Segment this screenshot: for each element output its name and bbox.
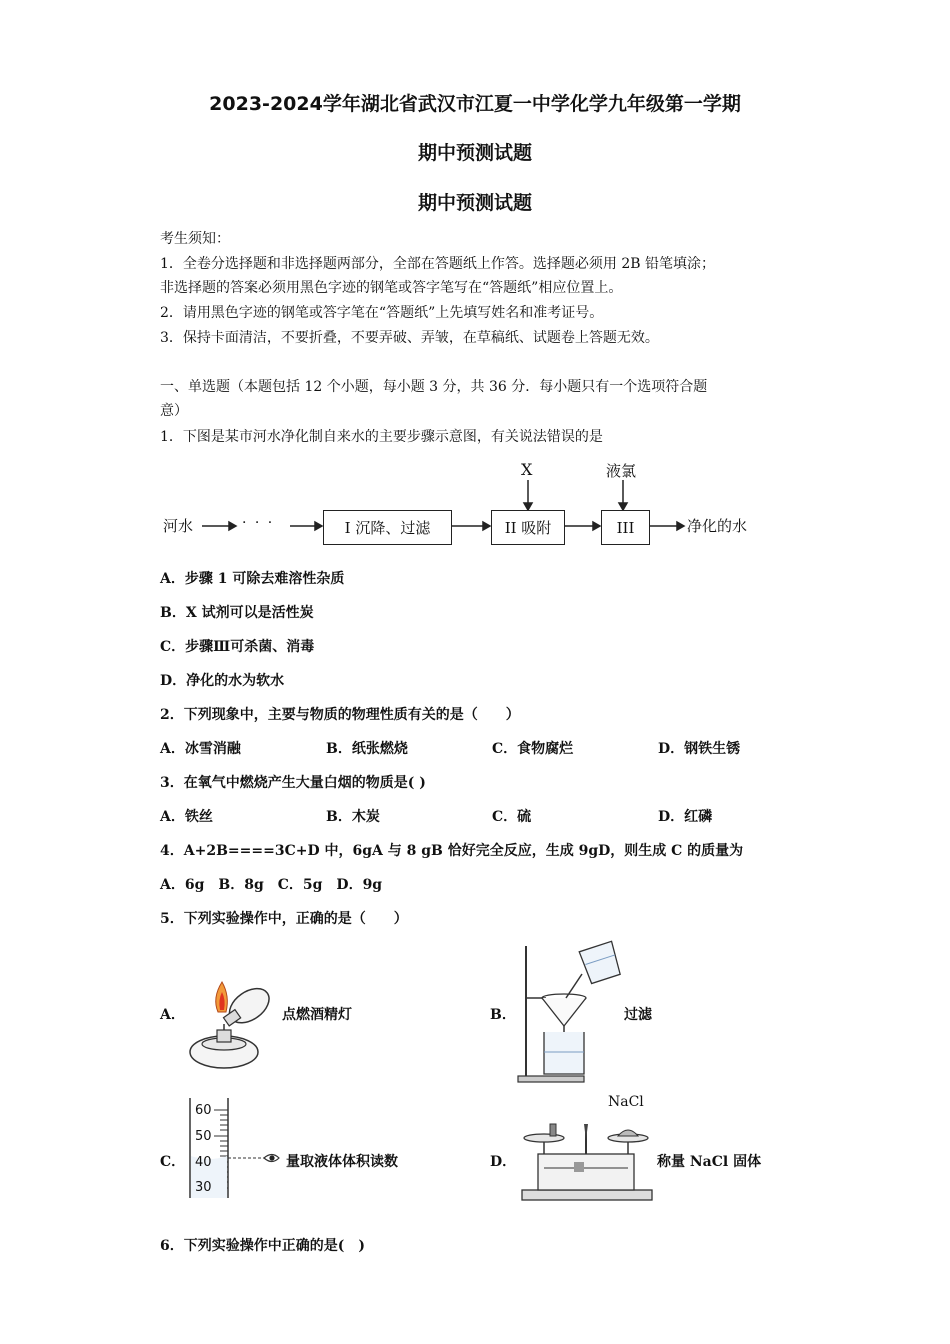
balance-figure	[520, 1110, 654, 1202]
cylinder-tick-60: 60	[195, 1103, 212, 1118]
page-subtitle-repeat: 期中预测试题	[417, 192, 532, 214]
notice-line-1a: 1．全卷分选择题和非选择题两部分，全部在答题纸上作答。选择题必须用 2B 铅笔填涂；	[160, 256, 716, 272]
section-heading-cont: 意）	[160, 403, 188, 419]
q4-options[interactable]: A．6g B．8g C．5g D．9g	[160, 877, 383, 893]
step-3-box: III	[601, 510, 650, 545]
cylinder-tick-40: 40	[195, 1155, 212, 1170]
q5-option-c-text[interactable]: 量取液体体积读数	[286, 1154, 398, 1170]
q5-option-b-text[interactable]: 过滤	[624, 1007, 652, 1023]
q3-option-d[interactable]: D．红磷	[658, 809, 713, 825]
q2-option-b[interactable]: B．纸张燃烧	[326, 741, 408, 757]
question-2-stem: 2．下列现象中，主要与物质的物理性质有关的是（ ）	[160, 707, 520, 723]
q5-option-a-text[interactable]: 点燃酒精灯	[282, 1007, 352, 1023]
question-5-stem: 5．下列实验操作中，正确的是（ ）	[160, 911, 408, 927]
notice-line-3: 3．保持卡面清洁，不要折叠，不要弄破、弄皱，在草稿纸、试题卷上答题无效。	[160, 330, 659, 346]
q5-option-d-text[interactable]: 称量 NaCl 固体	[657, 1154, 762, 1170]
q3-option-c[interactable]: C．硫	[492, 809, 532, 825]
question-4-stem: 4．A+2B====3C+D 中，6gA 与 8 gB 恰好完全反应，生成 9gD，则生成 C 的质量为	[160, 843, 744, 859]
diagram-dots: · · ·	[242, 515, 275, 531]
nacl-label: NaCl	[608, 1094, 644, 1110]
page-subtitle: 期中预测试题	[417, 142, 532, 164]
q2-option-c[interactable]: C．食物腐烂	[492, 741, 574, 757]
cylinder-tick-50: 50	[195, 1129, 212, 1144]
q5-option-c-letter[interactable]: C．	[160, 1154, 186, 1170]
q1-option-c[interactable]: C．步骤Ⅲ可杀菌、消毒	[160, 639, 315, 655]
q1-option-d[interactable]: D．净化的水为软水	[160, 673, 285, 689]
q3-option-a[interactable]: A．铁丝	[160, 809, 213, 825]
question-6-stem: 6．下列实验操作中正确的是( )	[160, 1238, 365, 1254]
q1-option-b[interactable]: B．X 试剂可以是活性炭	[160, 605, 314, 621]
step-1-box: I 沉降、过滤	[323, 510, 452, 545]
page-title: 2023-2024学年湖北省武汉市江夏一中学化学九年级第一学期	[209, 93, 741, 115]
q3-option-b[interactable]: B．木炭	[326, 809, 380, 825]
reagent-x-label: X	[521, 460, 533, 479]
step-2-box: II 吸附	[491, 510, 565, 545]
question-1-stem: 1．下图是某市河水净化制自来水的主要步骤示意图，有关说法错误的是	[160, 429, 603, 445]
section-heading: 一、单选题（本题包括 12 个小题，每小题 3 分，共 36 分．每小题只有一个选项符合题	[160, 379, 708, 395]
q5-option-a-letter[interactable]: A．	[160, 1007, 185, 1023]
filtration-figure	[516, 940, 628, 1084]
q2-option-a[interactable]: A．冰雪消融	[160, 741, 241, 757]
diagram-source: 河水	[163, 517, 194, 535]
q1-option-a[interactable]: A．步骤 1 可除去难溶性杂质	[160, 571, 345, 587]
q5-option-b-letter[interactable]: B．	[490, 1007, 516, 1023]
notice-heading: 考生须知：	[160, 231, 230, 247]
diagram-output: 净化的水	[687, 517, 748, 535]
q2-option-d[interactable]: D．钢铁生锈	[658, 741, 741, 757]
q5-option-d-letter[interactable]: D．	[490, 1154, 517, 1170]
notice-line-1b: 非选择题的答案必须用黑色字迹的钢笔或答字笔写在“答题纸”相应位置上。	[160, 280, 623, 296]
notice-line-2: 2．请用黑色字迹的钢笔或答字笔在“答题纸”上先填写姓名和准考证号。	[160, 305, 604, 321]
reagent-chlorine-label: 液氯	[606, 462, 637, 480]
alcohol-lamp-figure	[184, 978, 284, 1084]
cylinder-tick-30: 30	[195, 1180, 212, 1195]
flow-arrows	[0, 0, 950, 600]
question-3-stem: 3．在氧气中燃烧产生大量白烟的物质是( )	[160, 775, 426, 791]
